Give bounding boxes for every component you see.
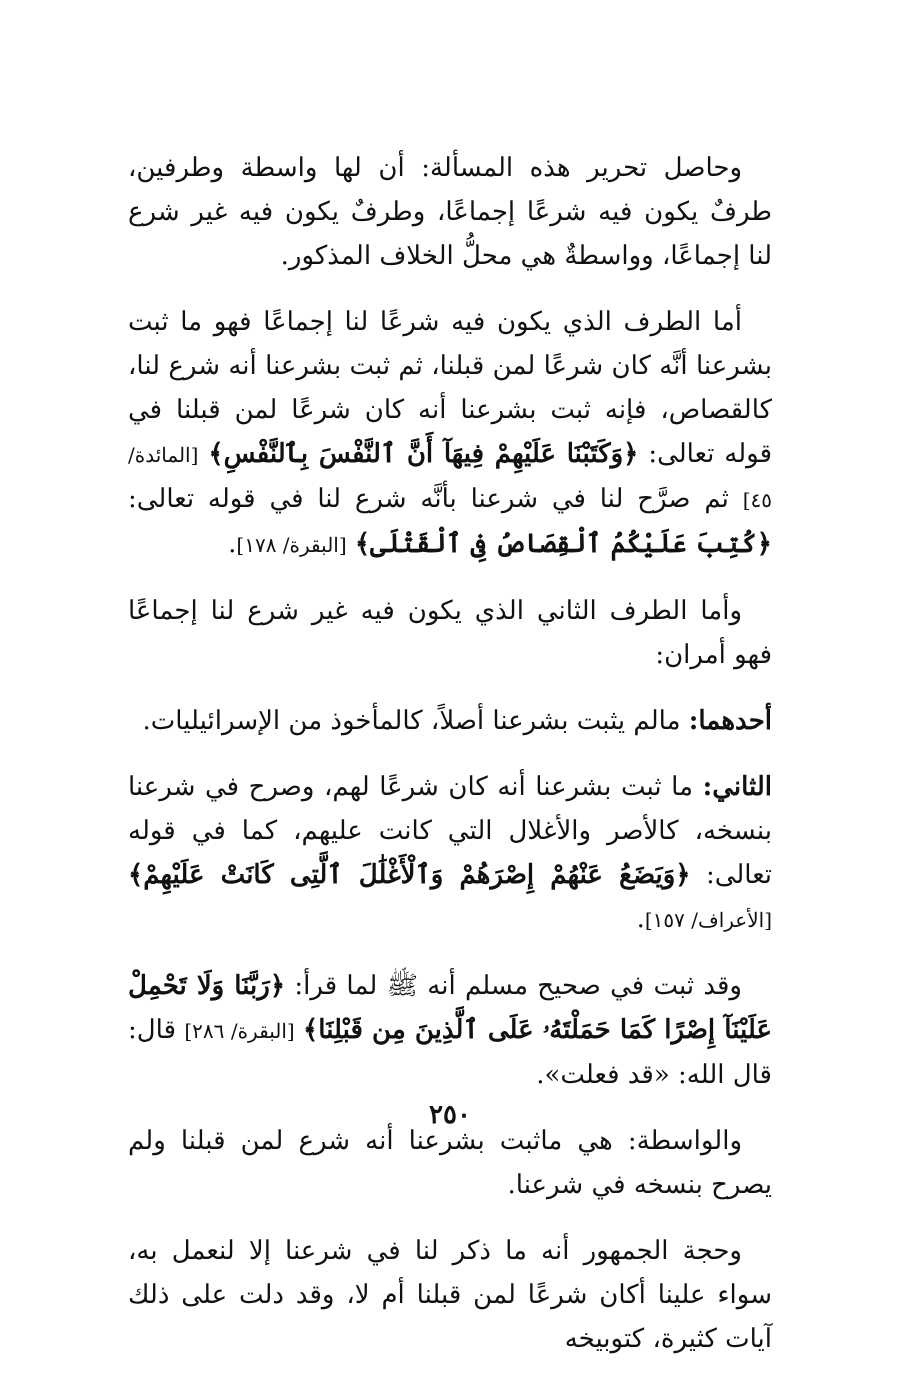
sahih-muslim-text-a: وقد ثبت في صحيح مسلم أنه ﷺ لما قرأ: <box>294 971 742 1001</box>
paragraph-first-side <box>128 300 772 567</box>
second-matter-label: الثاني: <box>702 772 773 802</box>
second-matter-text: ما ثبت بشرعنا أنه كان شرعًا لهم، وصرح في شرعنا بنسخه، كالأصر والأغلال التي كانت عليهم، كما في قوله تعالى: <box>128 772 773 890</box>
page-body <box>128 146 772 1383</box>
paragraph-first-side-end: . <box>228 529 237 559</box>
intermediate-text: والواسطة: هي ماثبت بشرعنا أنه شرع لمن قبلنا ولم يصرح بنسخه في شرعنا. <box>128 1126 772 1200</box>
verse-reference-baqarah-286: [البقرة/ ٢٨٦] <box>184 1019 295 1043</box>
verse-reference-baqarah-178: [البقرة/ ١٧٨] <box>236 533 347 557</box>
sahih-muslim-text-b: قال: قال الله: «قد فعلت». <box>128 1015 772 1090</box>
page-number: ٢٥٠ <box>429 1100 471 1130</box>
paragraph-second-side-text: وأما الطرف الثاني الذي يكون فيه غير شرع لنا إجماعًا فهو أمران: <box>128 596 772 670</box>
paragraph-second-side <box>128 589 772 677</box>
paragraph-first-side-text-b: ثم صرَّح لنا في شرعنا بأنَّه شرع لنا في قوله تعالى: <box>128 484 729 514</box>
first-matter-label: أحدهما: <box>688 706 772 736</box>
paragraph-majority-argument <box>128 1229 772 1361</box>
paragraph-summary-text: وحاصل تحرير هذه المسألة: أن لها واسطة وطرفين، طرفٌ يكون فيه شرعًا إجماعًا، وطرفٌ يكون فيه غير شرع لنا إجماعًا، وواسطةٌ هي محلُّ الخلاف المذكور. <box>128 153 772 271</box>
paragraph-sahih-muslim <box>128 964 772 1097</box>
paragraph-first-matter <box>128 699 772 743</box>
first-matter-text: مالم يثبت بشرعنا أصلاً، كالمأخوذ من الإسرائيليات. <box>142 706 681 736</box>
quran-verse-maidah: ﴿وَكَتَبْنَا عَلَيْهِمْ فِيهَآ أَنَّ ٱلنَّفْسَ بِٱلنَّفْسِ﴾ <box>208 439 639 469</box>
paragraph-second-matter <box>128 765 772 942</box>
paragraph-intermediate <box>128 1119 772 1207</box>
quran-verse-araf: ﴿وَيَضَعُ عَنْهُمْ إِصْرَهُمْ وَٱلْأَغْلَٰلَ ٱلَّتِى كَانَتْ عَلَيْهِمْ﴾ <box>128 860 691 890</box>
quran-verse-baqarah-286: ﴿رَبَّنَا وَلَا تَحْمِلْ عَلَيْنَآ إِصْرًا كَمَا حَمَلْتَهُۥ عَلَى ٱلَّذِينَ مِن قَبْلِنَا﴾ <box>128 971 773 1045</box>
quran-verse-baqarah-178: ﴿كُتِبَ عَلَيْكُمُ ٱلْقِصَاصُ فِى ٱلْقَتْلَى﴾ <box>354 529 772 559</box>
majority-argument-text: وحجة الجمهور أنه ما ذكر لنا في شرعنا إلا لنعمل به، سواء علينا أكان شرعًا لمن قبلنا أم لا، وقد دلت على ذلك آيات كثيرة، كتوبيخه <box>128 1236 772 1354</box>
verse-reference-maidah: [المائدة/ ٤٥] <box>128 443 773 512</box>
second-matter-end: . <box>636 904 645 934</box>
verse-reference-araf: [الأعراف/ ١٥٧] <box>644 908 772 932</box>
paragraph-first-side-text-a: أما الطرف الذي يكون فيه شرعًا لنا إجماعًا فهو ما ثبت بشرعنا أنَّه كان شرعًا لمن قبلنا، ثم ثبت بشرعنا أنه شرع لنا، كالقصاص، فإنه ثبت بشرعنا أنه كان شرعًا لمن قبلنا في قوله تعالى: <box>128 307 773 469</box>
paragraph-summary <box>128 146 772 278</box>
